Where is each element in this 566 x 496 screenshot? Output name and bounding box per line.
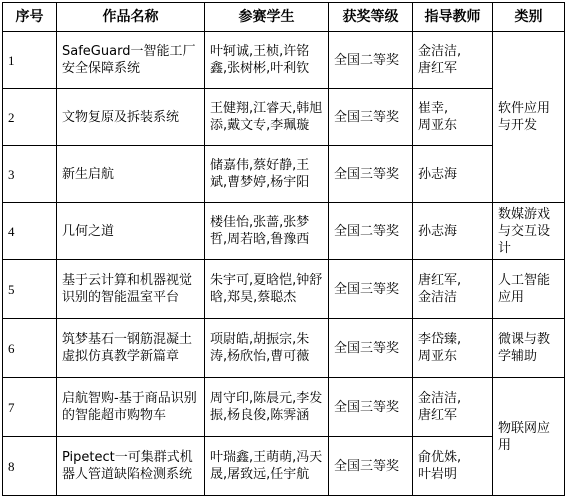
table-row (3, 203, 565, 260)
table-row (3, 378, 565, 437)
tutor-name: 唐红军 (418, 408, 458, 423)
header-category: 类别 (493, 3, 565, 32)
table-row (3, 260, 565, 319)
award-level: 全国三等奖 (329, 319, 413, 378)
tutor-name: 唐红军 (418, 61, 458, 76)
tutor-name: 俞优姝, (418, 450, 462, 465)
work-name: 文物复原及拆装系统 (57, 89, 205, 146)
header-students: 参赛学生 (205, 3, 329, 32)
awards-table-container (2, 2, 565, 496)
work-name: 新生启航 (57, 146, 205, 203)
students: 周守印,陈晨元,李发振,杨良俊,陈霁涵 (205, 378, 329, 437)
header-index: 序号 (3, 3, 57, 32)
tutors (413, 260, 493, 319)
work-name: 筑梦基石一钢筋混凝土虚拟仿真教学新篇章 (57, 319, 205, 378)
header-row (3, 3, 565, 32)
work-name: Pipetect一可集群式机器人管道缺陷检测系统 (57, 437, 205, 496)
category-cell: 微课与教学辅助 (493, 319, 565, 378)
students: 储嘉伟,蔡好静,王斌,曹梦婷,杨宇阳 (205, 146, 329, 203)
work-name: 启航智购-基于商品识别的智能超市购物车 (57, 378, 205, 437)
category-cell: 物联网应用 (493, 378, 565, 496)
award-level: 全国三等奖 (329, 89, 413, 146)
row-index: 6 (3, 319, 57, 378)
category-cell: 数媒游戏与交互设计 (493, 203, 565, 260)
tutor-name: 孙志海 (418, 166, 458, 182)
tutor-name: 李岱臻, (418, 332, 462, 347)
students: 朱宇可,夏晗恺,钟舒晗,郑昊,蔡聪杰 (205, 260, 329, 319)
row-index: 7 (3, 378, 57, 437)
category-cell: 人工智能应用 (493, 260, 565, 319)
tutors (413, 437, 493, 496)
tutors (413, 378, 493, 437)
tutor-name: 唐红军, (418, 273, 462, 288)
tutor-name: 金洁洁, (418, 391, 462, 406)
tutor-name: 金洁洁, (418, 44, 462, 59)
table-row (3, 32, 565, 89)
row-index: 1 (3, 32, 57, 89)
tutors (413, 32, 493, 89)
category-cell: 软件应用与开发 (493, 32, 565, 203)
header-award-level: 获奖等级 (329, 3, 413, 32)
awards-table (2, 2, 565, 496)
work-name: 基于云计算和机器视觉识别的智能温室平台 (57, 260, 205, 319)
header-work-name: 作品名称 (57, 3, 205, 32)
tutor-name: 金洁洁 (418, 290, 458, 305)
award-level: 全国二等奖 (329, 32, 413, 89)
tutor-name: 周亚东 (418, 349, 458, 364)
table-row (3, 319, 565, 378)
work-name: SafeGuard一智能工厂安全保障系统 (57, 32, 205, 89)
row-index: 8 (3, 437, 57, 496)
award-level: 全国二等奖 (329, 203, 413, 260)
award-level: 全国三等奖 (329, 260, 413, 319)
table-row (3, 146, 565, 203)
row-index: 4 (3, 203, 57, 260)
tutor-name: 崔幸, (418, 101, 449, 116)
row-index: 2 (3, 89, 57, 146)
award-level: 全国三等奖 (329, 437, 413, 496)
row-index: 3 (3, 146, 57, 203)
tutor-name: 周亚东 (418, 118, 458, 133)
students: 叶轲诚,王桢,许铭鑫,张树彬,叶利钦 (205, 32, 329, 89)
row-index: 5 (3, 260, 57, 319)
tutor-name: 孙志海 (418, 223, 458, 239)
students: 项尉皓,胡振宗,朱涛,杨欣怡,曹可薇 (205, 319, 329, 378)
table-row (3, 89, 565, 146)
header-tutors: 指导教师 (413, 3, 493, 32)
work-name: 几何之道 (57, 203, 205, 260)
students: 叶瑞鑫,王萌萌,冯天晟,屠致远,任宇航 (205, 437, 329, 496)
table-row (3, 437, 565, 496)
tutors (413, 146, 493, 203)
tutors (413, 319, 493, 378)
students: 楼佳怡,张蔷,张梦哲,周若晗,鲁豫西 (205, 203, 329, 260)
tutors (413, 89, 493, 146)
award-level: 全国三等奖 (329, 146, 413, 203)
award-level: 全国三等奖 (329, 378, 413, 437)
tutors (413, 203, 493, 260)
tutor-name: 叶岩明 (418, 467, 458, 482)
students: 王健翔,江睿天,韩旭添,戴文专,李珮璇 (205, 89, 329, 146)
